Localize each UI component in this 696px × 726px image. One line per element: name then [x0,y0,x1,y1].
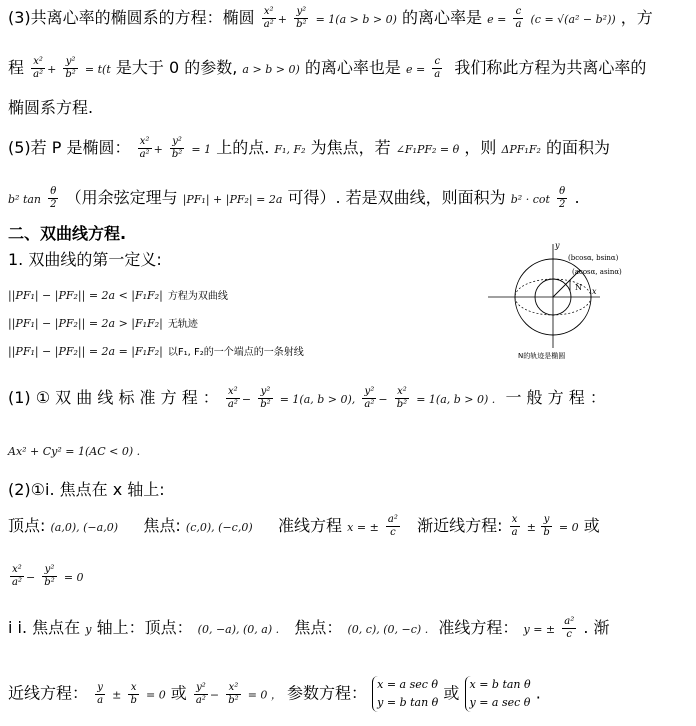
x-axis-label: x [592,287,597,296]
text: 的离心率也是 [304,58,401,77]
eq2-condition: = 1(a, b > 0) . [416,393,496,406]
fraction-c-a: $\frac{c}{a}$ [515,6,522,30]
definition-row-1 [8,284,228,307]
fraction-c-a: $\frac{c}{a}$ [434,56,441,80]
first-definition-title: 1. 双曲线的第一定义: [8,250,162,269]
text: 为焦点，若 [310,138,391,157]
param-eq: y = b tan θ [377,696,439,709]
x-axis-properties-line [8,514,600,539]
definition-row-3 [8,340,304,363]
def-note: 方程为双曲线 [167,291,228,302]
fraction-x2-a2: $\frac{\text{x²}}{\text{a²}}$ [263,6,274,30]
fraction-x-b: $\frac{x}{b}$ [130,681,137,706]
param-eq: x = a sec θ [377,678,439,691]
def-note: 以F₁, F₂的一个端点的一条射线 [167,347,304,358]
fraction-theta-2: $\frac{\theta}{2}$ [50,186,57,210]
fraction-x2-a2: $\frac{\text{x²}}{\text{a²}}$ [33,56,44,80]
text: . 渐 [583,618,610,637]
text: 的离心率是 [402,8,483,27]
fraction-a2-c: $\frac{\text{a²}}{c}$ [564,616,575,640]
def-expr: ||PF₁| − |PF₂|| = 2a < |F₁F₂| [8,289,163,302]
text: (1) ① 双 曲 线 标 准 方 程 ： [8,388,219,407]
text: 我们称此方程为共离心率的 [454,58,647,77]
ellipse-family-line-2: 程 $\frac{\text{x²}}{\text{a²}}$ + $\frac{\text{y²}}{\text{b²}}$ = t(t 是大于 0 的参数, a > b > 0) 的离心率也是 e = $\frac{c}{a}$ 我们称此方程为共离心率的 [8,56,647,80]
text: i i. 焦点在 [8,618,81,637]
x-axis-foci-heading: (2)①i. 焦点在 x 轴上: [8,480,165,499]
eq1-condition: = 1(a, b > 0), [279,393,356,406]
focal-triangle-line-2 [8,186,580,211]
def-expr: ||PF₁| − |PF₂|| = 2a = |F₁F₂| [8,345,163,358]
vertex-values: (0, −a), (0, a) . [197,623,280,636]
fraction-y2-b2: $\frac{\text{y²}}{\text{b²}}$ [171,136,183,160]
plus-minus: ± [526,521,540,534]
text: 近线方程： [8,683,89,703]
fraction-a2-c: $\frac{\text{a²}}{c}$ [387,514,398,538]
fraction-y2-b2: $\frac{\text{y²}}{\text{b²}}$ [65,56,76,80]
definition-row-2 [8,312,198,335]
equals-zero: = 0 [145,688,166,702]
ellipse-family-line-3 [8,98,93,118]
text: . [574,188,580,207]
general-equation-line [8,440,140,462]
fraction-y-a: $\frac{y}{a}$ [97,681,104,706]
parametric-system-1 [372,676,438,712]
text: 的面积为 [545,138,610,157]
focus-label: 焦点: [143,516,181,535]
focus-label: 焦点： [294,618,343,637]
def-note: 无轨迹 [167,319,198,330]
equals-t: = t(t [84,63,111,76]
equals-zero: = 0 [558,521,579,534]
fraction-y2-b2: $\frac{\text{y²}}{\text{b²}}$ [44,564,55,588]
text: （用余弦定理与 [65,188,178,207]
directrix-label: 准线方程： [438,618,519,637]
param-eq: y = a sec θ [469,696,531,709]
c-definition: (c = √(a² − b²)) [530,13,616,26]
eccentricity: e = [487,13,507,26]
text: . [535,683,541,703]
text: 程 [8,58,25,77]
standard-equation-line: (1) ① 双 曲 线 标 准 方 程 ： $\frac{\text{x²}}{\text{a²}}$ − $\frac{\text{y²}}{\text{b²}}$ = 1(a, b > 0), $\frac{\text{y²}}{\text{a²}}$ − $\frac{\text{x²}}{\text{b²}}$ = 1(a, b > 0) . 一 般 方 程 ： [8,386,606,410]
angle: ∠F₁PF₂ = θ [395,143,460,156]
figure-caption: N的轨迹是椭圆 [518,352,566,360]
b2tan: b² tan [8,193,42,206]
fraction-x-a: $\frac{x}{a}$ [511,514,518,538]
fraction-x2-a2: $\frac{\text{x²}}{\text{a²}}$ [139,136,150,160]
def-expr: ||PF₁| − |PF₂|| = 2a > |F₁F₂| [8,317,163,330]
text: 椭圆系方程. [8,98,94,117]
general-equation: Ax² + Cy² = 1(AC < 0) . [8,445,141,458]
foci: F₁, F₂ [274,143,306,156]
directrix-eq: y = ± [523,623,556,636]
equals-zero: = 0 [63,571,84,584]
fraction-y2-a2: $\frac{\text{y²}}{\text{a²}}$ [364,386,375,410]
text: 可得）. 若是双曲线，则面积为 [287,188,506,207]
fraction-y2-a2: $\frac{\text{y²}}{\text{a²}}$ [195,681,206,706]
fraction-y2-b2: $\frac{\text{y²}}{\text{b²}}$ [260,386,271,410]
fraction-theta-2: $\frac{\theta}{2}$ [559,186,566,210]
y-variable: y [85,623,92,636]
ellipse-family-line-1: (3)共离心率的椭圆系的方程：椭圆 $\frac{\text{x²}}{\text{a²}}$ + $\frac{\text{y²}}{\text{b²}}$ = 1(a > b > 0) 的离心率是 e = $\frac{c}{a}$ (c = √(a² − b²)) ，方 [8,6,653,30]
equals-one: = 1 [191,143,212,156]
focal-triangle-line-1: (5)若 P 是椭圆： $\frac{\text{x²}}{\text{a²}}$ + $\frac{\text{y²}}{\text{b²}}$ = 1 上的点. F₁, F₂ 为焦点，若 ∠F₁PF₂ = θ ，则 ΔPF₁F₂ 的面积为 [8,136,610,160]
fraction-y-b: $\frac{y}{b}$ [543,514,550,538]
text: ，则 [464,138,497,157]
vertex-values: (a,0), (−a,0) [50,521,118,534]
directrix-label: 准线方程 [278,516,343,535]
vertex-label: 顶点: [8,516,46,535]
section-title-hyperbola: 二、双曲线方程. [8,224,127,243]
eccentricity: e = [405,63,426,76]
ellipse-condition: = 1(a > b > 0) [315,13,397,26]
y-axis-label: y [555,241,560,250]
asymptote-label: 渐近线方程: [417,516,503,535]
ellipse-trajectory-figure [488,236,688,362]
text: ，方 [620,8,653,27]
equals-zero: = 0 ， [247,688,282,702]
text: 上的点. [216,138,270,157]
fraction-x2-a2: $\frac{\text{x²}}{\text{a²}}$ [227,386,238,410]
parametric-system-2 [465,676,531,712]
or-text: 或 [583,516,600,535]
fraction-y2-b2: $\frac{\text{y²}}{\text{b²}}$ [296,6,307,30]
text: (3)共离心率的椭圆系的方程：椭圆 [8,8,255,27]
param-eq: x = b tan θ [469,678,531,691]
or-text: 或 [443,683,460,703]
fraction-x2-b2: $\frac{\text{x²}}{\text{b²}}$ [396,386,408,410]
text: 是大于 0 的参数, [115,58,238,77]
focus-values: (0, c), (0, −c) . [347,623,429,636]
text: 轴上：顶点： [96,618,193,637]
y-axis-properties-line [8,616,610,641]
text: 参数方程： [287,683,368,703]
focal-sum: |PF₁| + |PF₂| = 2a [182,193,283,206]
plus-minus: ± [112,688,122,702]
directrix-eq: x = ± [347,521,379,534]
y-asymptote-param-line: 近线方程： $\frac{y}{a}$ ± $\frac{x}{b}$ = 0 或 $\frac{\text{y²}}{\text{a²}}$ − $\frac{\text{x²}}{\text{b²}}$ = 0 ， 参数方程： x = a sec θ y = b tan θ 或 x = b tan θ y = a sec θ . [8,676,541,712]
focus-values: (c,0), (−c,0) [185,521,253,534]
point-a-label: (acosα, asinα) [572,268,622,276]
triangle: ΔPF₁F₂ [501,143,541,156]
x-asymptote-alt-line: $\frac{\text{x²}}{\text{a²}}$ − $\frac{\text{y²}}{\text{b²}}$ = 0 [12,564,84,588]
text: 一 般 方 程 ： [505,388,606,407]
fraction-x2-b2: $\frac{\text{x²}}{\text{b²}}$ [228,681,239,706]
text: (5)若 P 是椭圆： [8,138,131,157]
fraction-x2-a2: $\frac{\text{x²}}{\text{a²}}$ [12,564,22,588]
point-n-label: N [575,283,582,292]
b2cot: b² · cot [510,193,550,206]
point-b-label: (bcosα, bsinα) [568,254,619,262]
condition: a > b > 0) [242,63,300,76]
or-text: 或 [170,683,187,703]
